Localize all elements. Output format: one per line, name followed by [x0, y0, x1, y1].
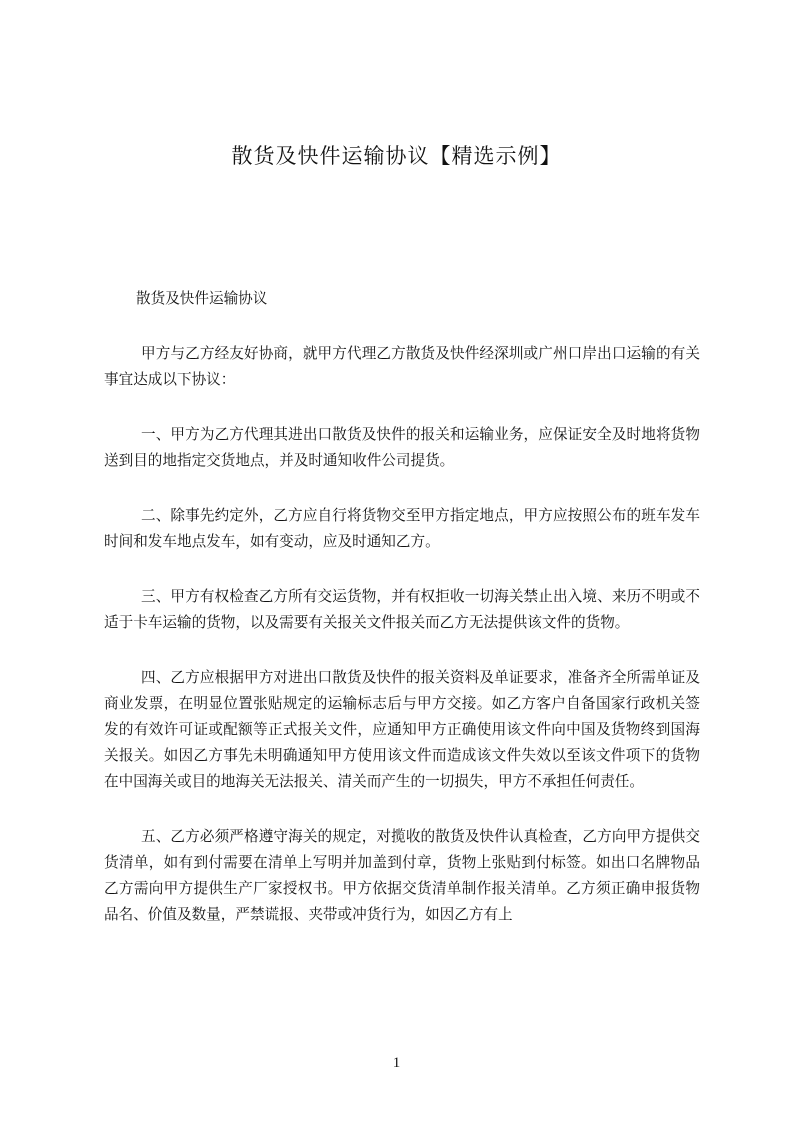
paragraph-clause-4: 四、乙方应根据甲方对进出口散货及快件的报关资料及单证要求，准备齐全所需单证及商业发票，在明显位置张贴规定的运输标志后与甲方交接。如乙方客户自备国家行政机关签发的有效许可证或配额等正式报关文件，应通知甲方正确使用该文件向中国及货物终到国海关报关。如因乙方事先未明确通知甲方使用该文件而造成该文件失效以至该文件项下的货物在中国海关或目的地海关无法报关、清关而产生的一切损失，甲方不承担任何责任。: [104, 669, 700, 790]
document-title: 散货及快件运输协议【精选示例】: [231, 144, 562, 168]
paragraph-clause-1: 一、甲方为乙方代理其进出口散货及快件的报关和运输业务，应保证安全及时地将货物送到目的地指定交货地点，并及时通知收件公司提货。: [104, 426, 700, 469]
paragraph-clause-2: 二、除事先约定外，乙方应自行将货物交至甲方指定地点，甲方应按照公布的班车发车时间和发车地点发车，如有变动，应及时通知乙方。: [104, 507, 700, 550]
paragraph-clause-3: 三、甲方有权检查乙方所有交运货物，并有权拒收一切海关禁止出入境、来历不明或不适于卡车运输的货物，以及需要有关报关文件报关而乙方无法提供该文件的货物。: [104, 588, 700, 631]
paragraph-intro: 甲方与乙方经友好协商，就甲方代理乙方散货及快件经深圳或广州口岸出口运输的有关事宜达成以下协议：: [104, 345, 700, 388]
document-subtitle: 散货及快件运输协议: [136, 290, 268, 307]
page-number: 1: [392, 1055, 401, 1071]
paragraph-clause-5: 五、乙方必须严格遵守海关的规定，对揽收的散货及快件认真检查，乙方向甲方提供交货清单，如有到付需要在清单上写明并加盖到付章，货物上张贴到付标签。如出口名牌物品乙方需向甲方提供生产厂家授权书。甲方依据交货清单制作报关清单。乙方须正确申报货物品名、价值及数量，严禁谎报、夹带或冲货行为，如因乙方有上: [104, 828, 700, 923]
document-body: [104, 286, 700, 928]
